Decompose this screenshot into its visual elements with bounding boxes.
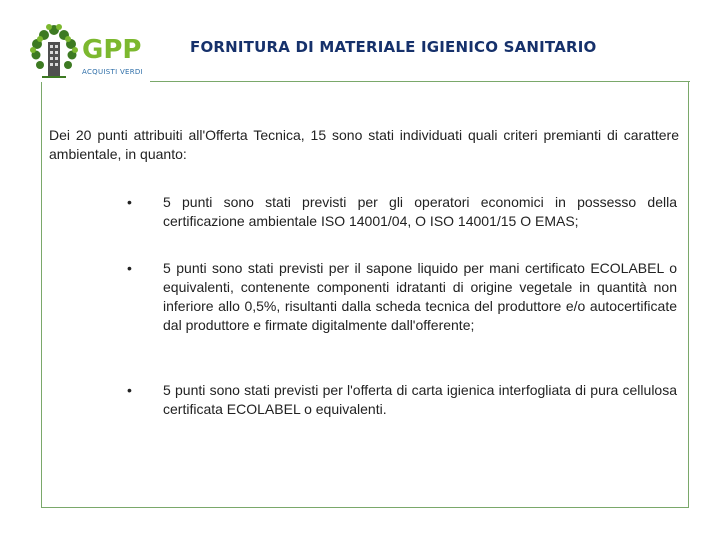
bullet-icon: • <box>127 194 132 210</box>
page-title: FORNITURA DI MATERIALE IGIENICO SANITARIO <box>190 38 597 56</box>
bullet-icon: • <box>127 260 132 276</box>
list-item-text: 5 punti sono stati previsti per il sapone liquido per mani certificato ECOLABEL o equivalenti, contenente componenti idratanti di origine vegetale in quantità non inferiore allo 0,5%, risultanti dalla scheda tecnica del produttore e/o autocertificate dal produttore e firmate digitalmente dall'offerente; <box>163 260 677 333</box>
tree-icon <box>28 22 80 82</box>
intro-paragraph: Dei 20 punti attribuiti all'Offerta Tecnica, 15 sono stati individuati quali criteri premianti di carattere ambientale, in quanto: <box>49 127 679 162</box>
gpp-logo <box>28 22 150 82</box>
logo-wordmark: GPP <box>82 35 142 65</box>
list-item-text: 5 punti sono stati previsti per l'offerta di carta igienica interfogliata di pura cellulosa certificata ECOLABEL o equivalenti. <box>163 382 677 417</box>
bullet-icon: • <box>127 382 132 398</box>
list-item-text: 5 punti sono stati previsti per gli operatori economici in possesso della certificazione ambientale ISO 14001/04, O ISO 14001/15 O EMAS; <box>163 194 677 229</box>
logo-subtitle: ACQUISTI VERDI <box>82 68 143 76</box>
